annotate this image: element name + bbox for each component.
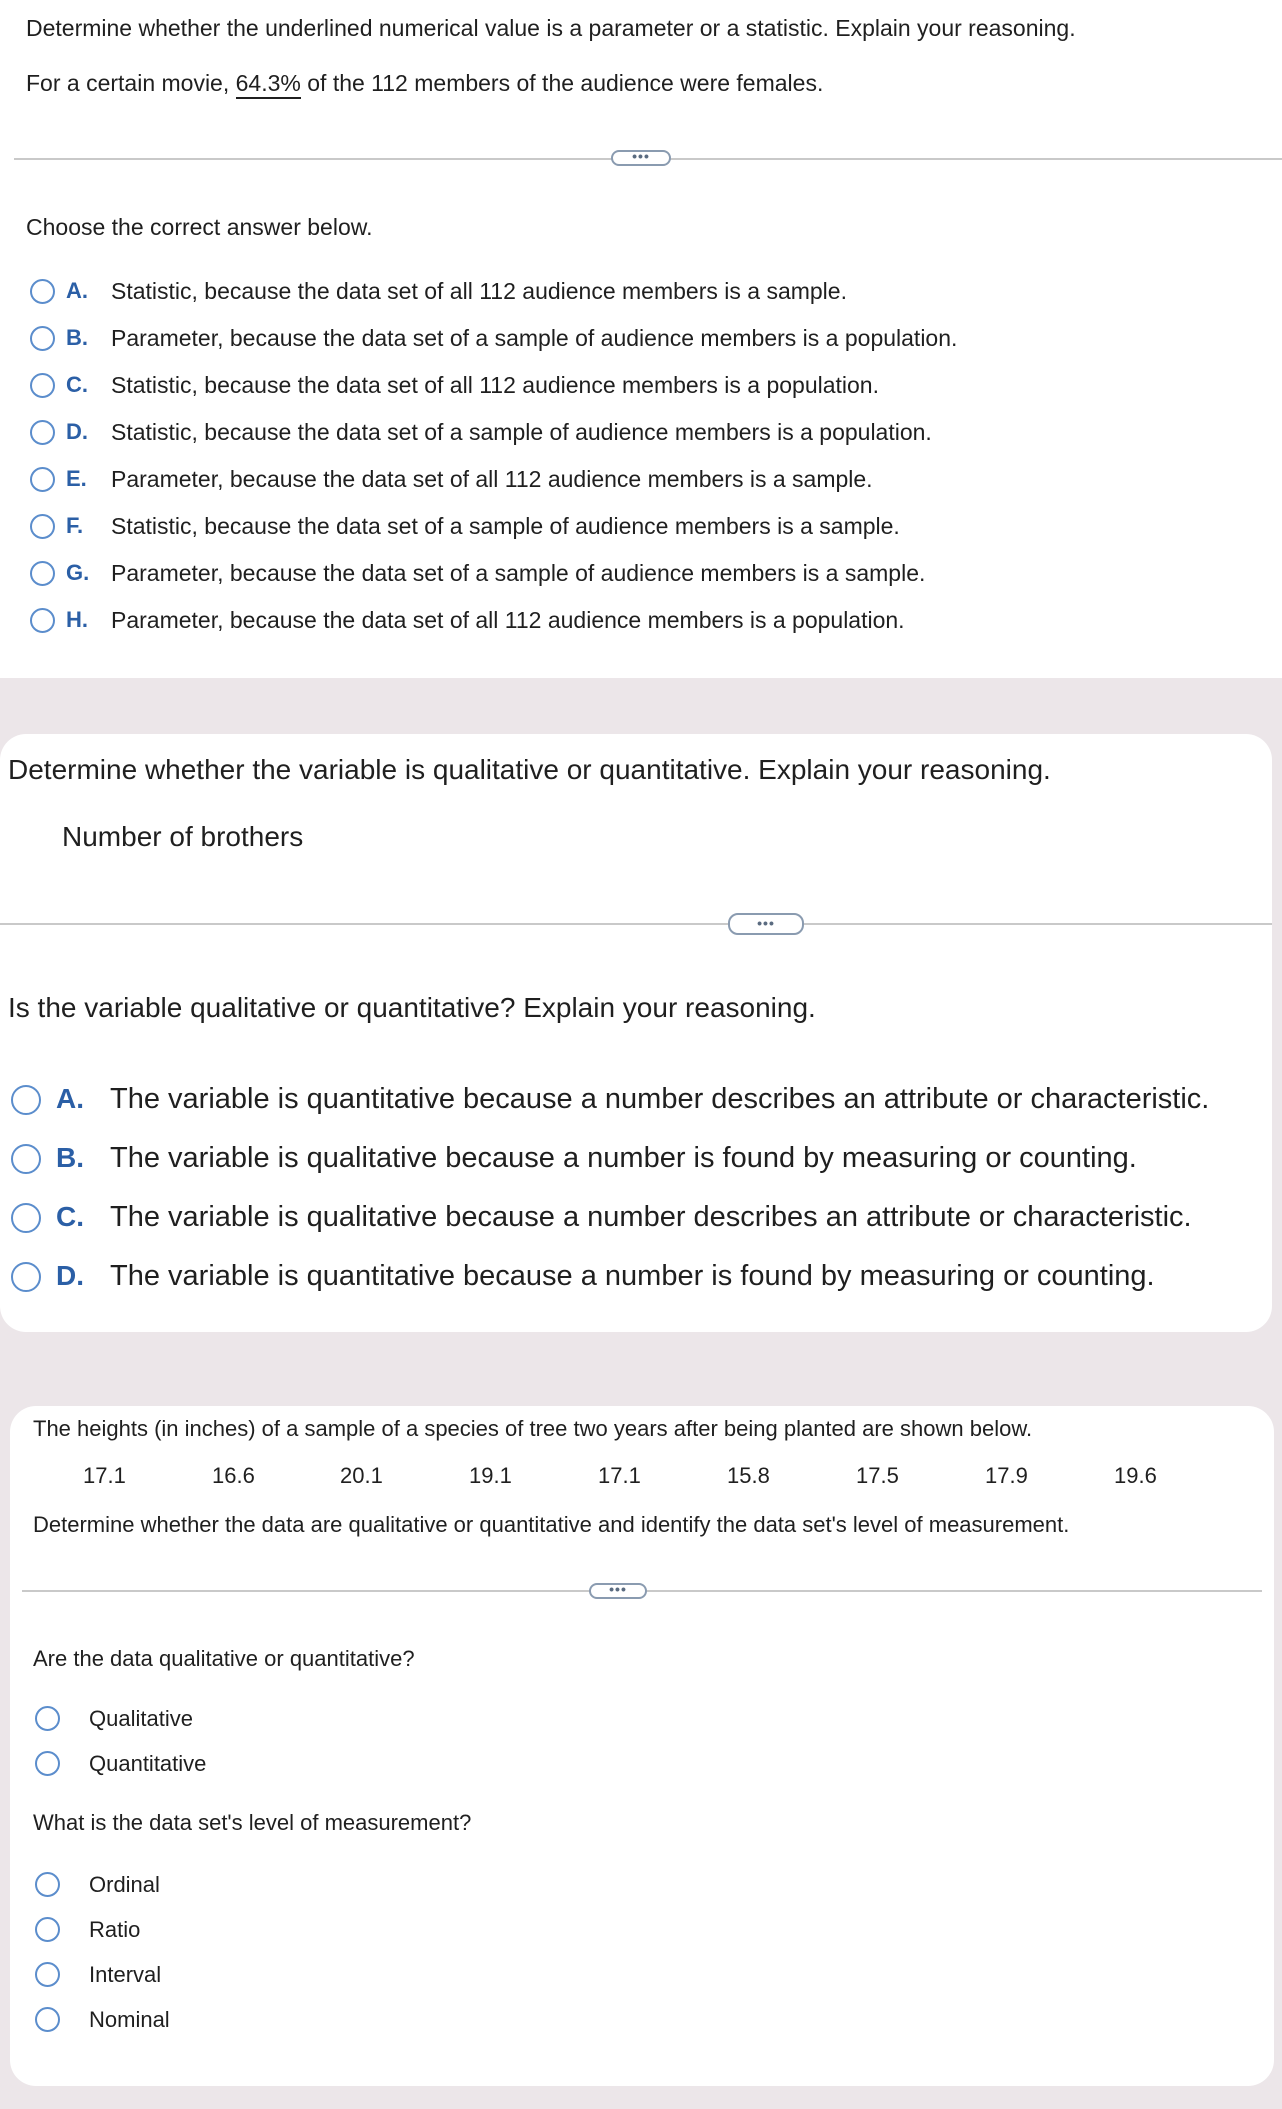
q1-underlined-value: 64.3%	[236, 70, 301, 99]
q1-option-d-text: Statistic, because the data set of a sample of audience members is a population.	[111, 419, 932, 445]
q1-radio-d[interactable]	[30, 420, 55, 445]
q1-option-a-text: Statistic, because the data set of all 112 audience members is a sample.	[111, 278, 847, 304]
q3-value: 15.8	[727, 1463, 770, 1488]
q1-expand-button[interactable]: •••	[611, 150, 671, 166]
q2-instruction: Determine whether the variable is qualitative or quantitative. Explain your reasoning.	[8, 754, 1051, 785]
q1-radio-e[interactable]	[30, 467, 55, 492]
q1-letter-e: E.	[66, 466, 87, 491]
q3-option-ordinal-text: Ordinal	[89, 1872, 160, 1897]
q3-value: 17.5	[856, 1463, 899, 1488]
q3-option-ratio-text: Ratio	[89, 1917, 141, 1942]
q2-variable: Number of brothers	[62, 821, 304, 852]
q1-radio-a[interactable]	[30, 279, 55, 304]
q3-radio-ratio[interactable]	[35, 1917, 60, 1942]
q1-letter-d: D.	[66, 419, 88, 444]
q1-option-c-text: Statistic, because the data set of all 112 audience members is a population.	[111, 372, 879, 398]
q3-task: Determine whether the data are qualitative or quantitative and identify the data set's level of measurement.	[33, 1512, 1070, 1537]
q1-option-f-text: Statistic, because the data set of a sample of audience members is a sample.	[111, 513, 900, 539]
q2-radio-b[interactable]	[11, 1144, 41, 1174]
question-2-panel	[0, 734, 1272, 1332]
q2-option-c-text: The variable is qualitative because a number describes an attribute or characteristic.	[110, 1201, 1192, 1233]
q1-option-e-text: Parameter, because the data set of all 112 audience members is a sample.	[111, 466, 873, 492]
question-3-panel	[10, 1406, 1274, 2086]
q1-radio-f[interactable]	[30, 514, 55, 539]
q2-option-b-text: The variable is qualitative because a number is found by measuring or counting.	[110, 1142, 1137, 1174]
q3-radio-ordinal[interactable]	[35, 1872, 60, 1897]
q3-instruction: The heights (in inches) of a sample of a species of tree two years after being planted are shown below.	[33, 1416, 1033, 1441]
q1-letter-h: H.	[66, 607, 88, 632]
q3-expand-button[interactable]: •••	[589, 1583, 647, 1599]
q2-option-a-text: The variable is quantitative because a number describes an attribute or characteristic.	[110, 1083, 1210, 1115]
q3-value: 17.9	[985, 1463, 1028, 1488]
q3-option-nominal-text: Nominal	[89, 2007, 170, 2032]
q2-letter-d: D.	[56, 1260, 84, 1291]
q3-option-interval-text: Interval	[89, 1962, 162, 1987]
q1-letter-g: G.	[66, 560, 90, 585]
q3-radio-nominal[interactable]	[35, 2007, 60, 2032]
q2-expand-button[interactable]: •••	[728, 913, 804, 935]
q2-radio-a[interactable]	[11, 1085, 41, 1115]
q3-value: 17.1	[83, 1463, 126, 1488]
q3-prompt-level: What is the data set's level of measurement?	[33, 1810, 472, 1835]
q3-prompt-type: Are the data qualitative or quantitative?	[33, 1646, 415, 1671]
q2-option-d-text: The variable is quantitative because a number is found by measuring or counting.	[110, 1260, 1155, 1292]
q2-prompt: Is the variable qualitative or quantitative? Explain your reasoning.	[8, 992, 816, 1023]
q3-radio-interval[interactable]	[35, 1962, 60, 1987]
q3-value: 16.6	[212, 1463, 255, 1488]
q2-letter-b: B.	[56, 1142, 84, 1173]
q3-option-quantitative-text: Quantitative	[89, 1751, 207, 1776]
q3-radio-qualitative[interactable]	[35, 1706, 60, 1731]
q1-letter-a: A.	[66, 278, 88, 303]
q2-radio-c[interactable]	[11, 1203, 41, 1233]
q1-option-h-text: Parameter, because the data set of all 112 audience members is a population.	[111, 607, 905, 633]
q3-value: 17.1	[598, 1463, 641, 1488]
q1-statement-pre: For a certain movie,	[26, 70, 236, 96]
q1-radio-b[interactable]	[30, 326, 55, 351]
q1-prompt: Choose the correct answer below.	[26, 214, 373, 240]
q2-letter-c: C.	[56, 1201, 84, 1232]
q1-letter-f: F.	[66, 513, 84, 538]
q1-radio-c[interactable]	[30, 373, 55, 398]
q1-radio-h[interactable]	[30, 608, 55, 633]
q1-letter-b: B.	[66, 325, 88, 350]
q2-letter-a: A.	[56, 1083, 84, 1114]
q2-divider	[0, 923, 1272, 925]
q1-option-b-text: Parameter, because the data set of a sample of audience members is a population.	[111, 325, 958, 351]
q3-value: 20.1	[340, 1463, 383, 1488]
q3-radio-quantitative[interactable]	[35, 1751, 60, 1776]
q3-value: 19.6	[1114, 1463, 1157, 1488]
question-1-panel	[0, 0, 1282, 678]
q1-letter-c: C.	[66, 372, 88, 397]
q3-value: 19.1	[469, 1463, 512, 1488]
q1-instruction: Determine whether the underlined numerical value is a parameter or a statistic. Explain your reasoning.	[26, 15, 1076, 41]
q1-statement-post: of the 112 members of the audience were females.	[300, 70, 824, 96]
q1-option-g-text: Parameter, because the data set of a sample of audience members is a sample.	[111, 560, 926, 586]
q1-statement	[26, 70, 823, 97]
q3-option-qualitative-text: Qualitative	[89, 1706, 193, 1731]
q1-radio-g[interactable]	[30, 561, 55, 586]
q2-radio-d[interactable]	[11, 1262, 41, 1292]
